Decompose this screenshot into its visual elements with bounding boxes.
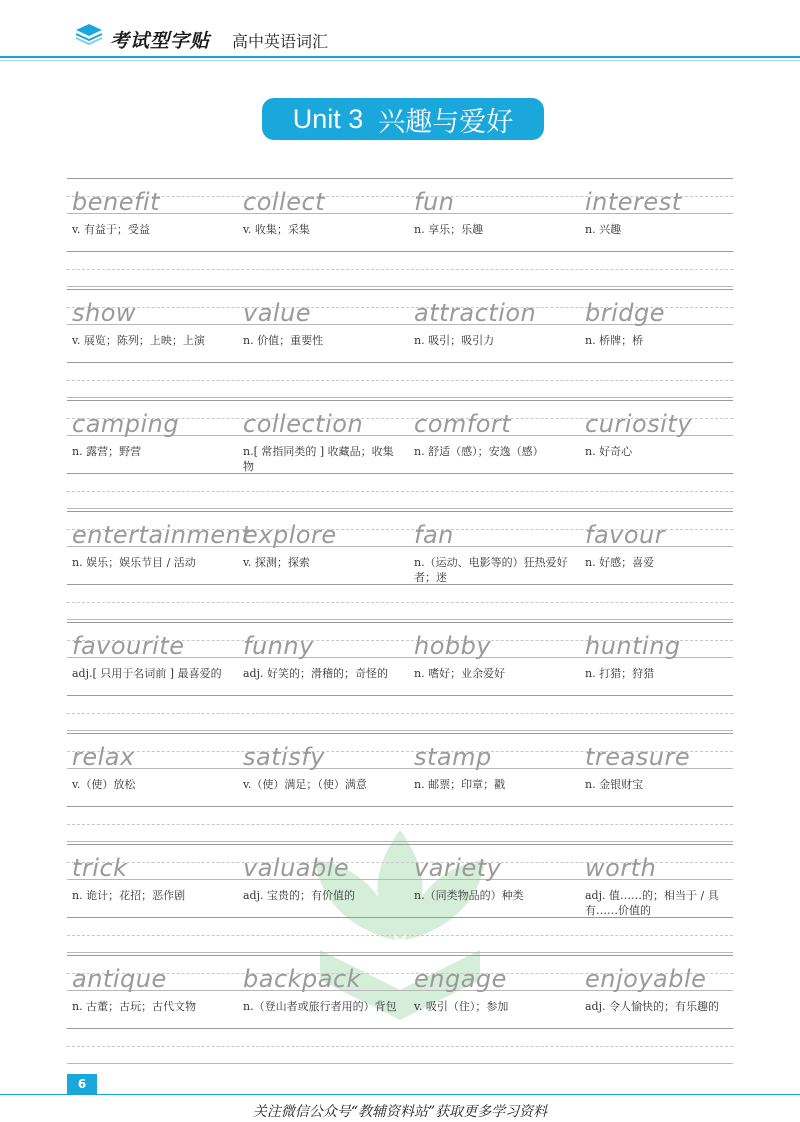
vocabulary-row	[67, 178, 733, 289]
vocabulary-entry	[580, 400, 746, 500]
vocab-definition: adj.[ 只用于名词前 ] 最喜爱的	[72, 667, 222, 680]
vocab-definition: n.（运动、电影等的）狂热爱好者；迷	[414, 556, 568, 584]
vocab-definition: n. 桥牌；桥	[585, 334, 644, 347]
unit-title	[262, 98, 544, 140]
vocab-word: engage	[414, 965, 507, 993]
vocab-word: attraction	[414, 299, 537, 327]
vocab-word: fun	[414, 188, 455, 216]
unit-topic: 兴趣与爱好	[378, 106, 514, 137]
vocabulary-entry	[580, 178, 746, 278]
footer-divider	[0, 1094, 800, 1095]
vocabulary-row	[67, 400, 733, 511]
vocab-definition: n. 邮票；印章；戳	[414, 778, 506, 791]
vocab-word: trick	[72, 854, 128, 882]
vocabulary-entry	[67, 400, 233, 500]
vocab-word: worth	[585, 854, 657, 882]
vocab-definition: n. 娱乐；娱乐节目 / 活动	[72, 556, 196, 569]
vocab-definition: n. 吸引；吸引力	[414, 334, 495, 347]
vocabulary-entry	[580, 844, 746, 944]
vocab-definition: n. 嗜好；业余爱好	[414, 667, 506, 680]
vocab-word: comfort	[414, 410, 512, 438]
vocab-definition: n. 露营；野营	[72, 445, 142, 458]
vocab-word: funny	[243, 632, 314, 660]
vocabulary-entry	[67, 622, 233, 722]
vocab-definition: v.（使）满足；（使）满意	[243, 778, 367, 791]
page-number: 6	[67, 1074, 97, 1094]
vocab-word: backpack	[243, 965, 362, 993]
vocab-definition: n. 好奇心	[585, 445, 633, 458]
vocab-word: valuable	[243, 854, 350, 882]
book-logo-icon	[74, 22, 104, 48]
vocab-definition: v. 有益于；受益	[72, 223, 150, 236]
vocabulary-row	[67, 844, 733, 955]
vocab-definition: v. 探测；探索	[243, 556, 310, 569]
vocab-definition: adj. 好笑的；滑稽的；奇怪的	[243, 667, 389, 680]
vocabulary-entry	[238, 622, 404, 722]
vocab-definition: v. 展览；陈列；上映；上演	[72, 334, 205, 347]
page-header	[0, 0, 800, 58]
vocabulary-entry	[580, 511, 746, 611]
vocab-word: hobby	[414, 632, 492, 660]
vocabulary-row	[67, 733, 733, 844]
vocab-definition: n.[ 常指同类的 ] 收藏品；收集物	[243, 445, 394, 473]
vocab-word: favourite	[72, 632, 185, 660]
vocabulary-entry	[238, 289, 404, 389]
vocab-definition: adj. 值……的；相当于 / 具有……价值的	[585, 889, 719, 917]
vocab-definition: n. 古董；古玩；古代文物	[72, 1000, 197, 1013]
vocabulary-entry	[409, 289, 575, 389]
vocab-definition: v. 吸引（住）；参加	[414, 1000, 509, 1013]
vocabulary-entry	[580, 955, 746, 1055]
vocab-definition: adj. 宝贵的；有价值的	[243, 889, 356, 902]
vocab-word: bridge	[585, 299, 666, 327]
vocabulary-entry	[238, 733, 404, 833]
vocab-definition: adj. 令人愉快的；有乐趣的	[585, 1000, 720, 1013]
writing-guide-line	[67, 397, 733, 398]
vocab-definition: n. 诡计；花招；恶作剧	[72, 889, 186, 902]
vocab-word: hunting	[585, 632, 681, 660]
vocabulary-entry	[67, 955, 233, 1055]
vocab-definition: n. 兴趣	[585, 223, 622, 236]
writing-guide-line	[67, 508, 733, 509]
vocab-word: satisfy	[243, 743, 325, 771]
vocabulary-entry	[238, 844, 404, 944]
vocab-word: show	[72, 299, 137, 327]
vocab-word: camping	[72, 410, 180, 438]
vocabulary-entry	[238, 178, 404, 278]
vocab-word: antique	[72, 965, 167, 993]
vocabulary-entry	[238, 955, 404, 1055]
vocab-definition: n. 享乐；乐趣	[414, 223, 484, 236]
header-divider	[0, 56, 800, 58]
vocab-word: variety	[414, 854, 502, 882]
vocab-definition: n.（同类物品的）种类	[414, 889, 524, 902]
vocab-definition: n.（登山者或旅行者用的）背包	[243, 1000, 397, 1013]
vocabulary-entry	[580, 733, 746, 833]
vocabulary-row	[67, 955, 733, 1066]
vocabulary-entry	[238, 400, 404, 500]
vocabulary-row	[67, 511, 733, 622]
writing-guide-line	[67, 286, 733, 287]
vocab-word: enjoyable	[585, 965, 707, 993]
vocab-word: curiosity	[585, 410, 692, 438]
vocab-definition: n. 舒适（感）；安逸（感）	[414, 445, 544, 458]
vocab-word: collection	[243, 410, 364, 438]
vocab-definition: n. 打猎；狩猎	[585, 667, 655, 680]
vocabulary-entry	[409, 511, 575, 611]
writing-guide-line	[67, 730, 733, 731]
vocabulary-grid	[67, 178, 733, 1066]
vocab-word: stamp	[414, 743, 492, 771]
vocab-word: relax	[72, 743, 135, 771]
vocab-word: fan	[414, 521, 454, 549]
vocab-word: explore	[243, 521, 337, 549]
vocab-word: entertainment	[72, 521, 252, 549]
vocabulary-entry	[580, 622, 746, 722]
vocab-word: treasure	[585, 743, 691, 771]
unit-number: Unit 3	[292, 103, 364, 134]
footer-note: 关注微信公众号“教辅资料站”获取更多学习资料	[252, 1104, 548, 1120]
writing-guide-line	[67, 952, 733, 953]
vocab-definition: n. 价值；重要性	[243, 334, 324, 347]
writing-guide-line	[67, 1063, 733, 1064]
vocabulary-entry	[67, 511, 252, 611]
vocab-word: interest	[585, 188, 682, 216]
vocab-definition: v.（使）放松	[72, 778, 136, 791]
vocab-word: benefit	[72, 188, 161, 216]
vocab-definition: n. 好感；喜爱	[585, 556, 655, 569]
vocab-word: favour	[585, 521, 666, 549]
vocabulary-entry	[409, 733, 575, 833]
vocabulary-entry	[409, 844, 575, 944]
vocabulary-entry	[67, 178, 233, 278]
header-divider-light	[0, 60, 800, 61]
vocab-word: value	[243, 299, 312, 327]
vocabulary-entry	[580, 289, 746, 389]
vocabulary-entry	[67, 844, 233, 944]
vocabulary-entry	[409, 178, 575, 278]
header-subtitle: 高中英语词汇	[232, 32, 329, 51]
writing-guide-line	[67, 841, 733, 842]
vocab-definition: v. 收集；采集	[243, 223, 310, 236]
vocab-word: collect	[243, 188, 326, 216]
vocabulary-entry	[409, 955, 575, 1055]
vocabulary-row	[67, 289, 733, 400]
vocabulary-entry	[67, 733, 233, 833]
vocabulary-entry	[409, 622, 575, 722]
vocabulary-entry	[67, 289, 233, 389]
vocab-definition: n. 金银财宝	[585, 778, 644, 791]
brand-title: 考试型字贴	[110, 30, 211, 52]
vocabulary-entry	[409, 400, 575, 500]
vocabulary-row	[67, 622, 733, 733]
vocabulary-entry	[238, 511, 404, 611]
writing-guide-line	[67, 619, 733, 620]
